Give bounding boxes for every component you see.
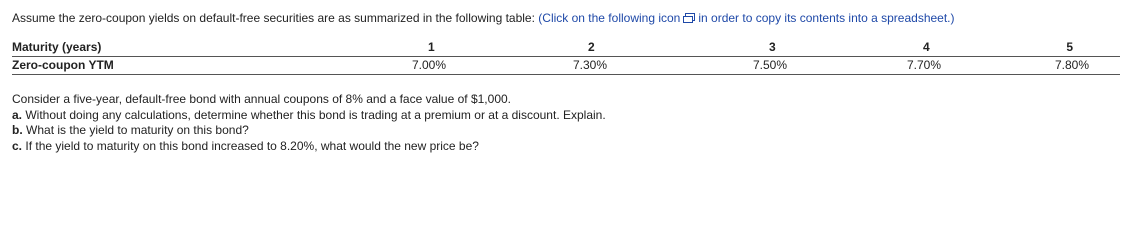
- maturity-4: 4: [867, 40, 965, 57]
- ytm-row: [12, 57, 1120, 75]
- ytm-5: 7.80%: [965, 57, 1120, 75]
- copy-to-spreadsheet-link[interactable]: [538, 11, 954, 25]
- yield-table: [12, 40, 1120, 75]
- maturity-2: 2: [552, 40, 652, 57]
- maturity-label: Maturity (years): [12, 40, 314, 57]
- copy-link-prefix: (Click on the following icon: [538, 11, 681, 25]
- maturity-1: 1: [314, 40, 552, 57]
- copy-spreadsheet-icon[interactable]: [683, 13, 695, 23]
- question-part-c: [12, 139, 606, 155]
- part-a-letter: a.: [12, 107, 23, 122]
- question-setup: Consider a five-year, default-free bond with annual coupons of 8% and a face value of $1,000.: [12, 92, 511, 106]
- part-b-letter: b.: [12, 123, 23, 137]
- maturity-5: 5: [965, 40, 1120, 57]
- question-block: [12, 92, 606, 154]
- maturity-header-row: [12, 40, 1120, 57]
- ytm-4: 7.70%: [867, 57, 965, 75]
- ytm-2: 7.30%: [552, 57, 652, 75]
- part-b-text: What is the yield to maturity on this bond?: [26, 123, 249, 137]
- part-a-text: Without doing any calculations, determine whether this bond is trading at a premium or at a discount. Explain.: [25, 107, 606, 122]
- problem-intro: [12, 11, 955, 25]
- ytm-1: 7.00%: [314, 57, 552, 75]
- part-c-letter: c.: [12, 138, 23, 153]
- question-part-b: [12, 123, 606, 139]
- maturity-3: 3: [652, 40, 867, 57]
- ytm-label: Zero-coupon YTM: [12, 57, 314, 75]
- ytm-3: 7.50%: [652, 57, 867, 75]
- intro-text: Assume the zero-coupon yields on default-free securities are as summarized in the following table:: [12, 11, 535, 25]
- part-c-text: If the yield to maturity on this bond increased to 8.20%, what would the new price be?: [25, 138, 479, 153]
- question-part-a: [12, 108, 606, 124]
- copy-link-suffix: in order to copy its contents into a spreadsheet.): [698, 11, 955, 25]
